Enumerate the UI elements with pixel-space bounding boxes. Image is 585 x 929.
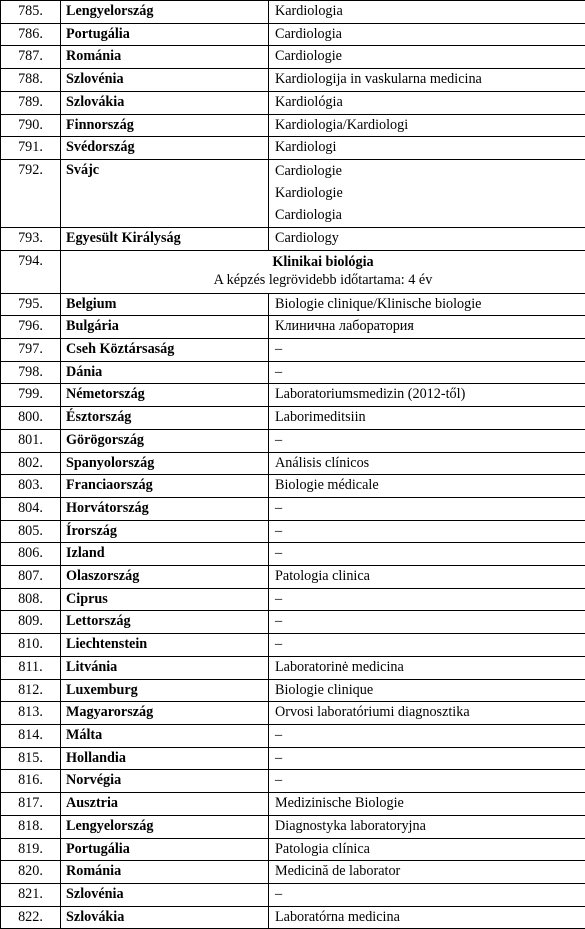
specialty-title-line: – [275,589,579,611]
specialty-title [269,793,585,816]
specialty-title-line: Laboratoriumsmedizin (2012-től) [275,384,579,406]
row-number: 802. [1,452,61,475]
specialty-title-line: Kardiologija in vaskularna medicina [275,69,579,91]
specialty-title-line: Cardiologie [275,46,579,68]
country-name: Görögország [61,429,269,452]
country-name: Egyesült Királyság [61,227,269,250]
specialty-title [269,566,585,589]
row-number: 811. [1,656,61,679]
table-row [1,227,585,250]
specialty-title-line: – [275,339,579,361]
specialty-title-line: Medizinische Biologie [275,793,579,815]
country-name: Észtország [61,407,269,430]
country-name: Svájc [61,159,269,227]
specialty-title [269,159,585,227]
specialty-title [269,384,585,407]
section-header-row [1,250,585,293]
row-number: 821. [1,883,61,906]
row-number: 801. [1,429,61,452]
row-number: 786. [1,23,61,46]
country-name: Ciprus [61,588,269,611]
table-row [1,656,585,679]
country-name: Izland [61,543,269,566]
table-row [1,316,585,339]
table-row [1,679,585,702]
specialty-title-line: Biologie clinique/Klinische biologie [275,294,579,316]
country-name: Cseh Köztársaság [61,339,269,362]
specialty-title-line: – [275,430,579,452]
table-body [1,1,585,929]
row-number: 798. [1,361,61,384]
row-number: 820. [1,861,61,884]
table-row [1,159,585,227]
specialty-title-line: – [275,362,579,384]
country-name: Svédország [61,137,269,160]
table-row [1,838,585,861]
table-row [1,114,585,137]
row-number: 822. [1,906,61,929]
specialty-title-line: Biologie clinique [275,680,579,702]
specialty-title [269,1,585,24]
country-name: Bulgária [61,316,269,339]
table-row [1,566,585,589]
table-row [1,770,585,793]
country-name: Portugália [61,23,269,46]
country-name: Lengyelország [61,815,269,838]
country-name: Szlovákia [61,906,269,929]
country-name: Ausztria [61,793,269,816]
row-number: 795. [1,293,61,316]
specialty-title [269,69,585,92]
specialty-title [269,227,585,250]
specialty-title-line: – [275,884,579,906]
table-row [1,883,585,906]
specialty-title-line: – [275,725,579,747]
row-number: 812. [1,679,61,702]
table-row [1,497,585,520]
specialty-title [269,861,585,884]
row-number: 794. [1,250,61,293]
specialty-title-line: Patologia clinica [275,566,579,588]
specialty-title [269,634,585,657]
row-number: 787. [1,46,61,69]
table-row [1,1,585,24]
table-row [1,23,585,46]
row-number: 813. [1,702,61,725]
specialty-title [269,361,585,384]
table-row [1,69,585,92]
country-name: Lettország [61,611,269,634]
specialty-title-line: Cardiologia [275,204,579,226]
specialty-title [269,588,585,611]
country-name: Horvátország [61,497,269,520]
specialty-title [269,114,585,137]
specialty-title [269,611,585,634]
specialty-title-line: Orvosi laboratóriumi diagnosztika [275,702,579,724]
country-name: Luxemburg [61,679,269,702]
specialty-title [269,679,585,702]
table-row [1,634,585,657]
specialty-title [269,883,585,906]
specialty-title-line: Клинична лаборатория [275,316,579,338]
specialty-title-line: Kardiologie [275,182,579,204]
specialty-title [269,838,585,861]
country-name: Lengyelország [61,1,269,24]
table-row [1,702,585,725]
row-number: 791. [1,137,61,160]
country-name: Belgium [61,293,269,316]
specialty-title [269,339,585,362]
specialty-title-line: Cardiologia [275,24,579,46]
specialty-title-line: – [275,543,579,565]
country-name: Finnország [61,114,269,137]
specialty-title-line: – [275,748,579,770]
specialty-title-line: – [275,611,579,633]
table-row [1,588,585,611]
specialty-title-line: Laboratórna medicina [275,907,579,929]
row-number: 792. [1,159,61,227]
specialty-title-line: Cardiology [275,228,579,250]
row-number: 815. [1,747,61,770]
table-row [1,46,585,69]
country-name: Portugália [61,838,269,861]
row-number: 818. [1,815,61,838]
row-number: 819. [1,838,61,861]
table-row [1,429,585,452]
row-number: 796. [1,316,61,339]
specialty-title [269,906,585,929]
country-name: Románia [61,861,269,884]
specialty-title-line: Biologie médicale [275,475,579,497]
row-number: 814. [1,724,61,747]
row-number: 808. [1,588,61,611]
row-number: 804. [1,497,61,520]
table-row [1,815,585,838]
country-name: Hollandia [61,747,269,770]
country-name: Liechtenstein [61,634,269,657]
row-number: 816. [1,770,61,793]
specialty-title [269,475,585,498]
row-number: 805. [1,520,61,543]
country-name: Magyarország [61,702,269,725]
specialty-title [269,452,585,475]
table-row [1,407,585,430]
row-number: 790. [1,114,61,137]
row-number: 803. [1,475,61,498]
country-name: Németország [61,384,269,407]
country-name: Franciaország [61,475,269,498]
country-name: Írország [61,520,269,543]
table-row [1,361,585,384]
specialty-title-line: – [275,634,579,656]
specialty-title-line: Cardiologie [275,160,579,182]
specialty-title-line: Patologia clínica [275,839,579,861]
table-row [1,339,585,362]
specialty-title-line: Análisis clínicos [275,453,579,475]
section-title: Klinikai biológia [67,253,579,271]
specialty-title [269,46,585,69]
table-row [1,520,585,543]
specialty-title-line: Kardiologia [275,1,579,23]
table-row [1,724,585,747]
specialty-title [269,770,585,793]
row-number: 800. [1,407,61,430]
specialty-title [269,702,585,725]
table-row [1,452,585,475]
country-name: Dánia [61,361,269,384]
specialty-title-line: Kardiologi [275,137,579,159]
specialty-title [269,520,585,543]
country-name: Spanyolország [61,452,269,475]
section-heading [61,250,585,293]
specialty-title-line: Diagnostyka laboratoryjna [275,816,579,838]
country-name: Norvégia [61,770,269,793]
row-number: 817. [1,793,61,816]
specialty-title-line: Laborimeditsiin [275,407,579,429]
specialty-title-line: – [275,770,579,792]
table-row [1,861,585,884]
specialty-title [269,747,585,770]
country-name: Románia [61,46,269,69]
specialty-title-line: Medicină de laborator [275,861,579,883]
specialty-title [269,429,585,452]
row-number: 807. [1,566,61,589]
country-name: Olaszország [61,566,269,589]
row-number: 799. [1,384,61,407]
country-name: Litvánia [61,656,269,679]
row-number: 810. [1,634,61,657]
table-row [1,793,585,816]
specialty-title-line: Laboratorinė medicina [275,657,579,679]
specialty-title [269,407,585,430]
table-row [1,906,585,929]
table-row [1,91,585,114]
specialty-title [269,497,585,520]
specialty-title [269,543,585,566]
row-number: 793. [1,227,61,250]
row-number: 788. [1,69,61,92]
country-name: Szlovénia [61,883,269,906]
table-row [1,747,585,770]
specialty-title [269,91,585,114]
table-row [1,611,585,634]
specialty-title-line: Kardiológia [275,92,579,114]
specialty-title [269,137,585,160]
country-name: Szlovénia [61,69,269,92]
table-row [1,293,585,316]
row-number: 797. [1,339,61,362]
specialty-title [269,316,585,339]
country-name: Szlovákia [61,91,269,114]
row-number: 789. [1,91,61,114]
table-row [1,384,585,407]
row-number: 809. [1,611,61,634]
specialty-title-line: – [275,498,579,520]
section-subtitle: A képzés legrövidebb időtartama: 4 év [67,271,579,289]
country-name: Málta [61,724,269,747]
table-row [1,475,585,498]
row-number: 785. [1,1,61,24]
specialty-title [269,724,585,747]
specialty-title [269,293,585,316]
specialty-title-line: Kardiologia/Kardiologi [275,115,579,137]
specialty-title [269,23,585,46]
table-row [1,543,585,566]
table-row [1,137,585,160]
specialty-title [269,656,585,679]
row-number: 806. [1,543,61,566]
specialty-title [269,815,585,838]
specialty-title-line: – [275,521,579,543]
